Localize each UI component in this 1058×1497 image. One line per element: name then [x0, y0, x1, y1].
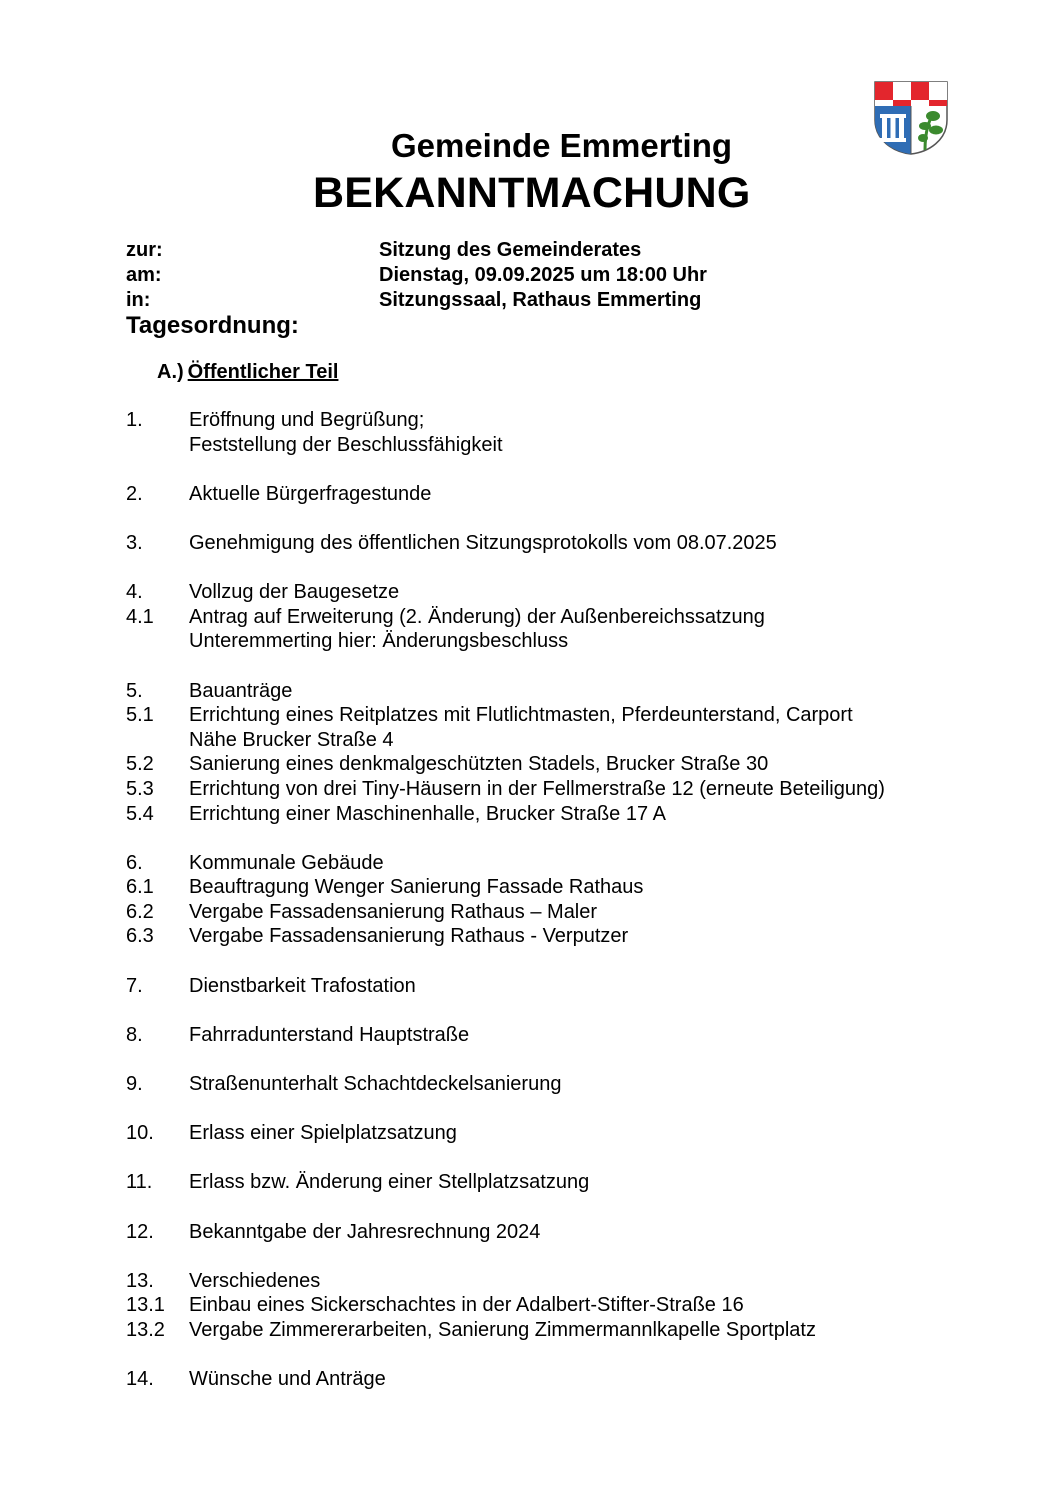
agenda-item: [126, 679, 986, 704]
item-number: 5.3: [126, 777, 154, 800]
agenda-heading: Tagesordnung:: [126, 312, 299, 339]
agenda-item: [126, 974, 986, 999]
agenda-list: [126, 408, 986, 1392]
item-number: 5.1: [126, 704, 154, 727]
agenda-item: [126, 1072, 986, 1097]
item-number: 1.: [126, 409, 143, 431]
item-text: Sanierung eines denkmalgeschützten Stadels, Brucker Straße 30: [189, 753, 769, 776]
agenda-item: [126, 1023, 986, 1048]
agenda-item: [126, 875, 986, 900]
item-number: 7.: [126, 974, 143, 997]
agenda-item: [126, 1121, 986, 1146]
section-prefix: A.): [157, 361, 184, 383]
municipality-title: Gemeinde Emmerting: [390, 127, 733, 164]
item-number: 5.: [126, 679, 143, 702]
meta-value: Dienstag, 09.09.2025 um 18:00 Uhr: [379, 264, 707, 286]
agenda-item: [126, 703, 986, 728]
item-number: 13.2: [126, 1318, 165, 1341]
item-number: 12.: [126, 1220, 154, 1243]
agenda-item: [126, 924, 986, 949]
agenda-item: [126, 605, 986, 630]
meta-label: am:: [126, 264, 162, 286]
agenda-item: [126, 752, 986, 777]
item-text: Errichtung einer Maschinenhalle, Brucker Straße 17 A: [189, 802, 666, 825]
meta-row-date: [126, 263, 926, 288]
agenda-item-continuation: [126, 728, 986, 753]
document-title: BEKANNTMACHUNG: [313, 169, 751, 217]
item-number: 10.: [126, 1122, 154, 1145]
item-text: Bekanntgabe der Jahresrechnung 2024: [189, 1220, 541, 1243]
agenda-item: [126, 482, 986, 507]
item-text: Errichtung von drei Tiny-Häusern in der Fellmerstraße 12 (erneute Beteiligung): [189, 777, 885, 800]
item-number: 11.: [126, 1171, 153, 1194]
agenda-item: [126, 531, 986, 556]
item-text: Erlass einer Spielplatzsatzung: [189, 1122, 457, 1145]
item-text: Dienstbarkeit Trafostation: [189, 974, 416, 997]
agenda-item: [126, 1220, 986, 1245]
item-text: Erlass bzw. Änderung einer Stellplatzsatzung: [189, 1171, 590, 1194]
item-number: 5.2: [126, 753, 154, 776]
item-number: 9.: [126, 1073, 143, 1096]
agenda-item-continuation: [126, 629, 986, 654]
item-number: 6.2: [126, 900, 154, 923]
item-text: Beauftragung Wenger Sanierung Fassade Rathaus: [189, 876, 644, 899]
meta-label: in:: [126, 289, 151, 311]
item-number: 6.3: [126, 925, 154, 948]
meeting-details: [126, 238, 926, 313]
agenda-item: [126, 1293, 986, 1318]
agenda-item: [126, 1170, 986, 1195]
item-text: Vergabe Fassadensanierung Rathaus – Maler: [189, 900, 598, 923]
agenda-item: [126, 1318, 986, 1343]
meta-row-location: [126, 288, 926, 313]
item-text: Wünsche und Anträge: [189, 1368, 386, 1391]
meta-value: Sitzungssaal, Rathaus Emmerting: [379, 289, 702, 311]
item-text: Vollzug der Baugesetze: [189, 581, 400, 604]
item-text: Kommunale Gebäude: [189, 851, 384, 874]
meta-row-occasion: [126, 238, 926, 263]
agenda-item: [126, 851, 986, 876]
item-text: Fahrradunterstand Hauptstraße: [189, 1023, 470, 1046]
item-number: 4.1: [126, 605, 154, 628]
agenda-item: [126, 900, 986, 925]
item-text: Straßenunterhalt Schachtdeckelsanierung: [189, 1073, 562, 1096]
item-number: 3.: [126, 531, 143, 554]
item-number: 13.1: [126, 1294, 165, 1317]
item-number: 13.: [126, 1269, 154, 1292]
item-number: 4.: [126, 581, 143, 604]
item-text: Bauanträge: [189, 679, 293, 702]
agenda-item: [126, 1367, 986, 1392]
item-text: Genehmigung des öffentlichen Sitzungsprotokolls vom 08.07.2025: [189, 531, 777, 554]
section-heading: [157, 360, 338, 385]
agenda-item: [126, 802, 986, 827]
item-text: Vergabe Fassadensanierung Rathaus - Verputzer: [189, 925, 629, 948]
agenda-item: [126, 777, 986, 802]
item-text: Eröffnung und Begrüßung;: [189, 409, 425, 431]
meta-label: zur:: [126, 239, 163, 261]
agenda-item: [126, 408, 986, 433]
item-number: 2.: [126, 482, 143, 505]
item-text: Feststellung der Beschlussfähigkeit: [189, 433, 503, 456]
item-number: 5.4: [126, 802, 154, 825]
item-text: Aktuelle Bürgerfragestunde: [189, 482, 432, 505]
item-text: Einbau eines Sickerschachtes in der Adalbert-Stifter-Straße 16: [189, 1294, 744, 1317]
item-text: Nähe Brucker Straße 4: [189, 728, 394, 751]
item-number: 6.: [126, 851, 143, 874]
item-number: 14.: [126, 1368, 154, 1391]
item-number: 8.: [126, 1023, 143, 1046]
agenda-item-continuation: [126, 433, 986, 458]
item-text: Verschiedenes: [189, 1269, 321, 1292]
agenda-item: [126, 580, 986, 605]
agenda-item: [126, 1269, 986, 1294]
item-text: Errichtung eines Reitplatzes mit Flutlichtmasten, Pferdeunterstand, Carport: [189, 704, 853, 727]
item-number: 6.1: [126, 876, 154, 899]
item-text: Vergabe Zimmererarbeiten, Sanierung Zimmermannlkapelle Sportplatz: [189, 1318, 816, 1341]
meta-value: Sitzung des Gemeinderates: [379, 239, 642, 261]
item-text: Unteremmerting hier: Änderungsbeschluss: [189, 630, 569, 653]
item-text: Antrag auf Erweiterung (2. Änderung) der Außenbereichssatzung: [189, 605, 765, 628]
section-label: Öffentlicher Teil: [187, 361, 339, 383]
